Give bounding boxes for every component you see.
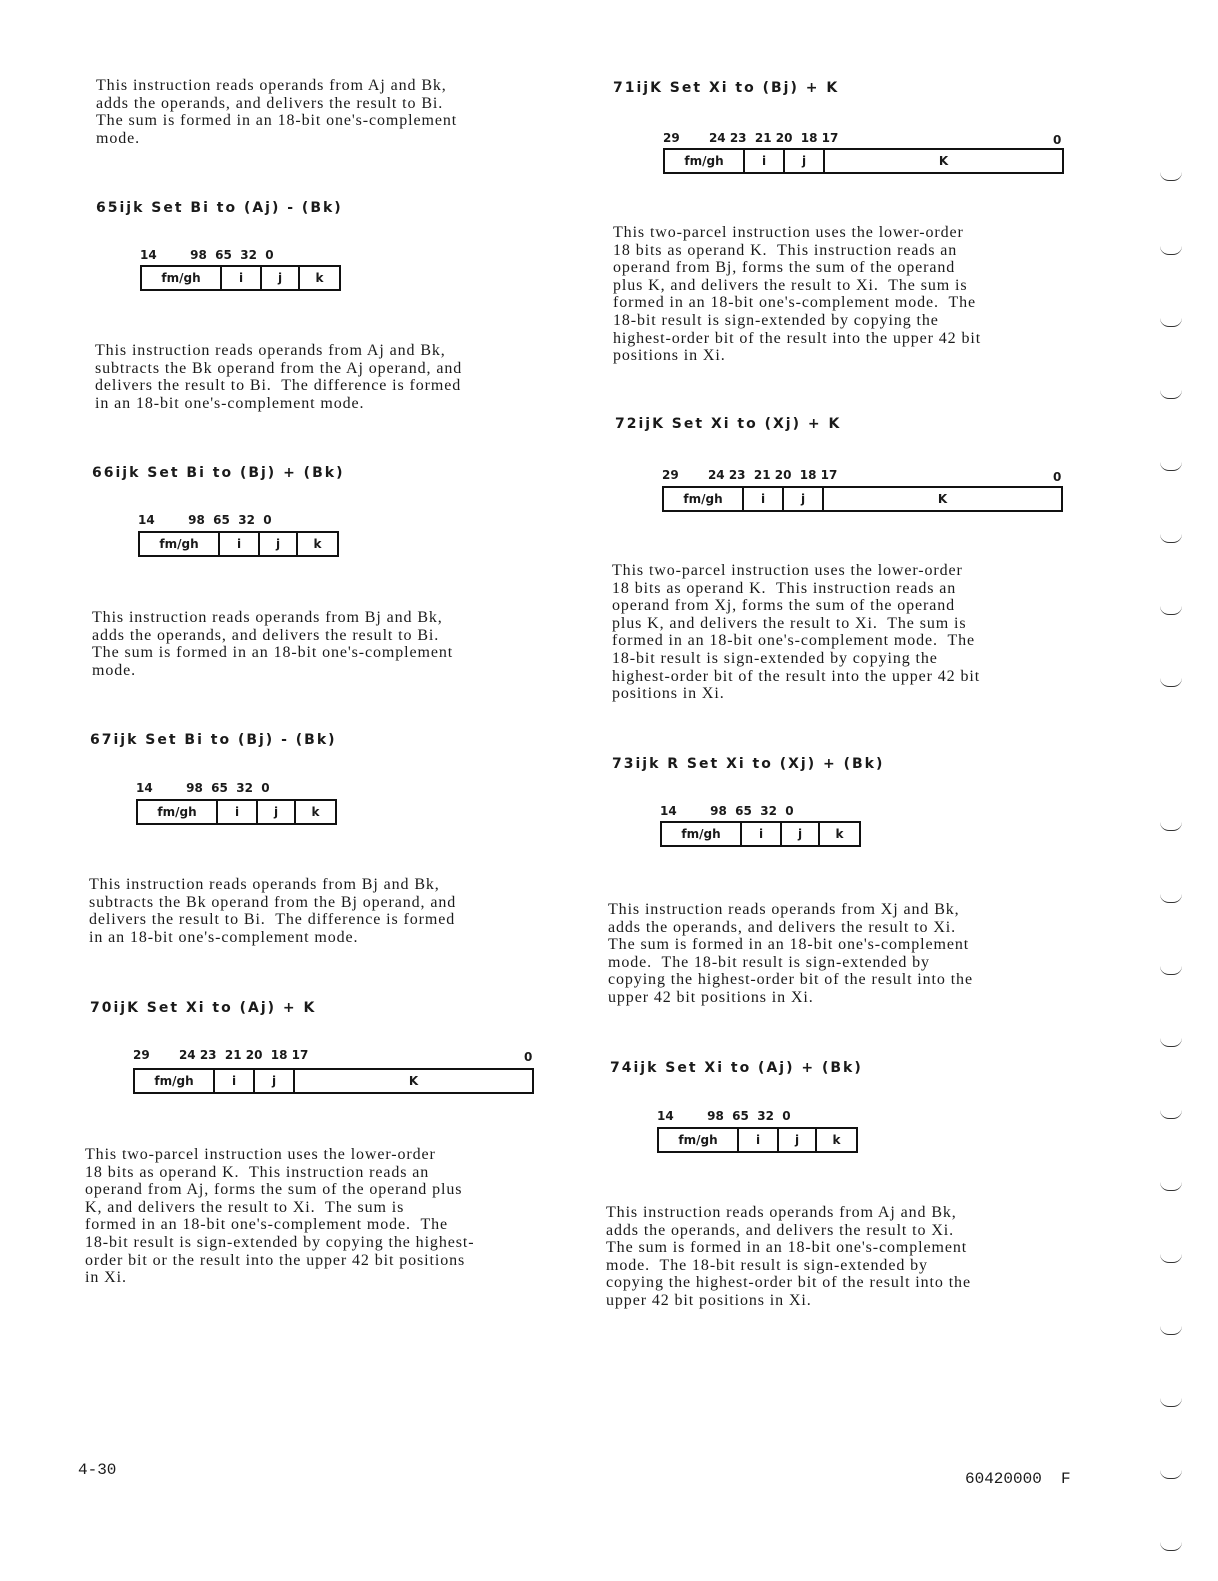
section-71-description: This two-parcel instruction uses the lower-order 18 bits as operand K. This instruction reads an operand from Bj, forms the sum of the operand plus K, and delivers the result to Xi. The sum is formed in an 18-bit one's-complement mode. The 18-bit result is sign-extended by copying the highest-order bit of the result into the upper 42 bit positions in Xi. [613,224,982,365]
field-k: k [315,271,324,285]
section-71-bit-positions: 29 24 23 21 20 18 17 [663,131,839,145]
field-k: k [313,537,322,551]
field-j: j [779,1129,817,1151]
field-i: i [222,267,262,289]
field-i: i [215,1070,255,1092]
field-fm-gh: fm/gh [662,823,742,845]
field-fm-gh: fm/gh [142,267,222,289]
section-73-format-box [660,821,861,847]
section-66-bit-positions: 14 98 65 32 0 [138,513,272,527]
section-74-format-box [657,1127,858,1153]
field-j: j [258,801,296,823]
section-71-heading: 71ijK Set Xi to (Bj) + K [613,80,840,96]
field-k: k [832,1133,841,1147]
field-i: i [218,801,258,823]
section-70-bit-zero: 0 [524,1050,533,1064]
field-i: i [742,823,782,845]
field-i: i [739,1129,779,1151]
field-i: i [744,488,784,510]
field-K: K [937,492,948,506]
field-j: j [260,533,298,555]
field-fm-gh: fm/gh [140,533,220,555]
section-70-heading: 70ijK Set Xi to (Aj) + K [90,1000,317,1016]
section-73-heading: 73ijk R Set Xi to (Xj) + (Bk) [612,756,885,772]
document-number: 60420000 F [965,1470,1071,1488]
field-k: k [311,805,320,819]
field-fm-gh: fm/gh [665,150,745,172]
section-65-format-box [140,265,341,291]
field-j: j [255,1070,295,1092]
section-65-heading: 65ijk Set Bi to (Aj) - (Bk) [96,200,343,216]
section-74-description: This instruction reads operands from Aj and Bk, adds the operands, and delivers the result to Xi. The sum is formed in an 18-bit one's-complement mode. The 18-bit result is sign-extended by copying the highest-order bit of the result into the upper 42 bit positions in Xi. [606,1204,971,1309]
field-k: k [835,827,844,841]
section-71-bit-zero: 0 [1053,133,1062,147]
section-67-heading: 67ijk Set Bi to (Bj) - (Bk) [90,732,337,748]
field-fm-gh: fm/gh [138,801,218,823]
field-i: i [745,150,785,172]
section-72-bit-positions: 29 24 23 21 20 18 17 [662,468,838,482]
field-K: K [408,1074,419,1088]
section-65-bit-positions: 14 98 65 32 0 [140,248,274,262]
section-73-bit-positions: 14 98 65 32 0 [660,804,794,818]
section-74-heading: 74ijk Set Xi to (Aj) + (Bk) [610,1060,863,1076]
field-j: j [784,488,824,510]
section-74-bit-positions: 14 98 65 32 0 [657,1109,791,1123]
section-67-bit-positions: 14 98 65 32 0 [136,781,270,795]
section-65-description: This instruction reads operands from Aj and Bk, subtracts the Bk operand from the Aj operand, and delivers the result to Bi. The difference is formed in an 18-bit one's-complement mode. [95,342,463,412]
field-j: j [785,150,825,172]
field-i: i [220,533,260,555]
section-66-description: This instruction reads operands from Bj and Bk, adds the operands, and delivers the result to Bi. The sum is formed in an 18-bit one's-complement mode. [92,609,454,679]
section-71-format-box [663,148,1064,174]
section-70-description: This two-parcel instruction uses the lower-order 18 bits as operand K. This instruction reads an operand from Aj, forms the sum of the operand plus K, and delivers the result to Xi. The sum is formed in an 18-bit one's-complement mode. The 18-bit result is sign-extended by copying the highest- order bit or the result into the upper 42 bit positions in Xi. [85,1146,475,1287]
field-fm-gh: fm/gh [135,1070,215,1092]
section-67-description: This instruction reads operands from Bj and Bk, subtracts the Bk operand from the Bj operand, and delivers the result to Bi. The difference is formed in an 18-bit one's-complement mode. [89,876,457,946]
section-72-format-box [662,486,1063,512]
section-66-format-box [138,531,339,557]
section-72-description: This two-parcel instruction uses the lower-order 18 bits as operand K. This instruction reads an operand from Xj, forms the sum of the operand plus K, and delivers the result to Xi. The sum is formed in an 18-bit one's-complement mode. The 18-bit result is sign-extended by copying the highest-order bit of the result into the upper 42 bit positions in Xi. [612,562,981,703]
section-73-description: This instruction reads operands from Xj and Bk, adds the operands, and delivers the result to Xi. The sum is formed in an 18-bit one's-complement mode. The 18-bit result is sign-extended by copying the highest-order bit of the result into the upper 42 bit positions in Xi. [608,901,973,1006]
section-70-bit-positions: 29 24 23 21 20 18 17 [133,1048,309,1062]
intro-paragraph: This instruction reads operands from Aj and Bk, adds the operands, and delivers the result to Bi. The sum is formed in an 18-bit one's-complement mode. [96,77,458,147]
field-fm-gh: fm/gh [659,1129,739,1151]
page-number: 4-30 [78,1461,117,1479]
section-72-heading: 72ijK Set Xi to (Xj) + K [615,416,842,432]
field-j: j [262,267,300,289]
field-j: j [782,823,820,845]
section-66-heading: 66ijk Set Bi to (Bj) + (Bk) [92,465,345,481]
section-70-format-box [133,1068,534,1094]
field-fm-gh: fm/gh [664,488,744,510]
section-67-format-box [136,799,337,825]
section-72-bit-zero: 0 [1053,470,1062,484]
field-K: K [938,154,949,168]
